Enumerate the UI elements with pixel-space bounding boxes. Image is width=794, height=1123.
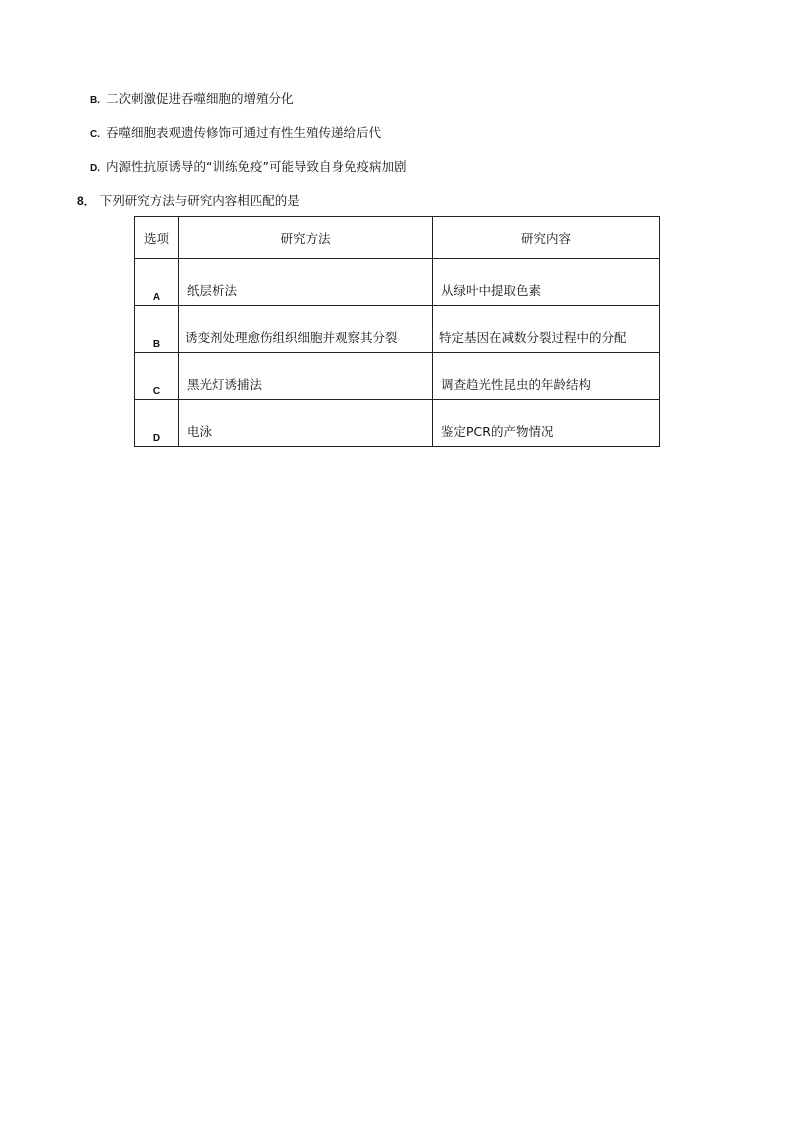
question-number: 8． (77, 194, 96, 208)
option-d (90, 159, 406, 177)
row-method: 纸层析法 (179, 259, 433, 306)
row-method: 诱变剂处理愈伤组织细胞并观察其分裂 (179, 306, 433, 353)
table-row (135, 259, 660, 306)
option-text: 内源性抗原诱导的“训练免疫”可能导致自身免疫病加剧 (106, 159, 407, 174)
header-content: 研究内容 (433, 217, 660, 259)
row-content: 调查趋光性昆虫的年龄结构 (433, 353, 660, 400)
question-text: 下列研究方法与研究内容相匹配的是 (99, 193, 300, 208)
option-b (90, 91, 294, 109)
row-option: A (135, 259, 179, 306)
option-text: 吞噬细胞表观遗传修饰可通过有性生殖传递给后代 (106, 125, 382, 140)
option-letter: C. (90, 129, 100, 140)
row-method: 电泳 (179, 400, 433, 447)
option-letter: B. (90, 95, 100, 106)
row-content: 从绿叶中提取色素 (433, 259, 660, 306)
header-method: 研究方法 (179, 217, 433, 259)
option-c (90, 125, 381, 143)
method-content-table (134, 216, 660, 447)
header-option: 选项 (135, 217, 179, 259)
option-text: 二次刺激促进吞噬细胞的增殖分化 (106, 91, 294, 106)
row-content: 特定基因在减数分裂过程中的分配 (433, 306, 660, 353)
table-row (135, 353, 660, 400)
question-8 (77, 193, 300, 209)
row-content: 鉴定PCR的产物情况 (433, 400, 660, 447)
table-row (135, 306, 660, 353)
row-method: 黑光灯诱捕法 (179, 353, 433, 400)
option-letter: D. (90, 163, 100, 174)
row-option: B (135, 306, 179, 353)
row-option: D (135, 400, 179, 447)
table-header-row (135, 217, 660, 259)
table-row (135, 400, 660, 447)
row-option: C (135, 353, 179, 400)
